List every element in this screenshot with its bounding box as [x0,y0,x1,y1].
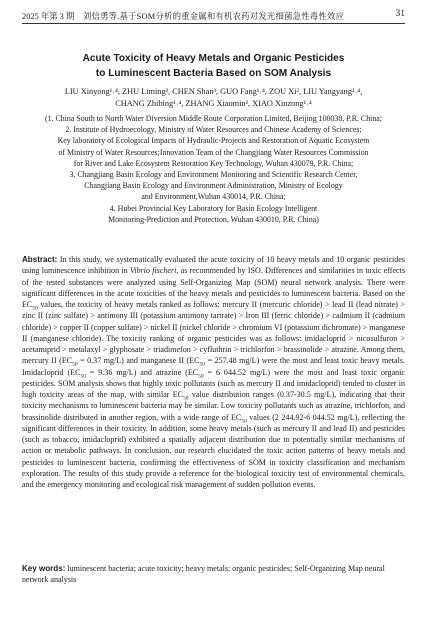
affiliation-line: 3. Changjiang Basin Ecology and Environment Monitoring and Scientific Research Center, [69,170,358,180]
ec-subscript: 50 [198,373,204,380]
species-name: Vibrio fischeri [129,266,177,276]
journal-running-title: 刘信勇等.基于SOM分析的重金属和有机农药对发光细菌急性毒性效应 [82,12,345,21]
affiliations [22,113,405,225]
abstract-text: = 0.37 mg/L) and manganese II (EC [77,356,200,366]
running-header [22,9,405,24]
keywords-text: luminescent bacteria; acute toxicity; heavy metals; organic pesticides; Self-Organizing Map neural network analysis [22,564,385,585]
affiliation-line: Changjiang Basin Ecology and Environment Administration, Ministry of Ecology [84,181,343,191]
affiliation-line: and Environment,Wuhan 430014, P.R. China; [141,192,286,202]
page-number: 31 [395,9,405,19]
ec-subscript: 50 [80,373,86,380]
ec-subscript: 50 [199,361,205,368]
author-line-1: LIU Xinyong¹˒⁴, ZHU Liming², CHEN Shan³, GUO Fang¹˒⁴, ZOU Xi², LIU Yangyang¹˒⁴, [64,87,363,96]
keywords [22,563,405,586]
abstract-text: values, the toxicity of heavy metals ranked as follows: mercury II (mercuric chloride) > lead II (lead nitrate) > zinc II (zinc sulfate) > antimony III (potassium antimony tartrate) > Iron III (ferric chloride) > cadmium II (cadmium chloride) > copper II (copper sulfate) > nickel II (nickel chloride > chromium VI (potassium dichromate) > manganese II (manganese chloride). The toxicity ranking of organic pesticides was as follows: imidacloprid > nicosulfuron > acetamiprid > metalaxyl > glyphosate > triadimefon > cyfluthrin > trichlorfon > brassinolide > atrazine. Among them, mercury II (EC [22,300,405,366]
affiliation-line: 2. Institute of Hydroecology, Ministry of Water Resources and Chinese Academy of Sciences; [65,125,362,135]
affiliation-line: (1. China South to North Water Diversion Middle Route Corporation Limited, Beijing 100038, P.R. China; [45,114,382,123]
abstract-text: = 9.36 mg/L) and atrazine (EC [85,367,199,377]
abstract-text: = 257.48 mg/L) were the most and least toxic heavy metals. Imidacloprid (EC [22,356,405,377]
ec-subscript: 50 [183,395,189,402]
abstract [22,254,405,490]
abstract-text: In this study, we systematically evaluated the acute toxicity of 10 heavy metals and 10 organic pesticides using luminescence inhibition in [22,255,405,276]
ec-subscript: 50 [72,361,78,368]
affiliation-line: of Ministry of Water Resources;Innovation Team of the Changjiang Water Resources Commission [58,147,369,157]
paper-title-line-1: Acute Toxicity of Heavy Metals and Organic Pesticides [82,53,345,64]
affiliation-line: for River and Lake Ecosystem Restoration Key Technology, Wuhan 430079, P.R. China; [73,158,354,168]
abstract-label: Abstract: [22,255,58,264]
abstract-text: = 6 044.52 mg/L) were the most and least toxic organic pesticides. SOM analysis shows that highly toxic pollutants (such as mercury II and imidacloprid) tended to cluster in high toxicity areas of the map, with similar EC [22,367,405,399]
abstract-text: value distribution ranges (0.37-30.5 mg/L), indicating that their toxicity mechanisms to luminescent bacteria may be similar. Low toxicity pollutants such as atrazine, trichlorfon, and brassinolide distributed in another region, with a wide range of EC [22,390,405,422]
ec-subscript: 50 [32,305,38,312]
issue-label: 2025 年第 3 期 [22,12,75,21]
affiliation-line: Key laboratory of Ecological Impacts of Hydraulic-Projects and Restoration of Aquatic Ecosystem [57,136,370,146]
author-list [22,86,405,110]
affiliation-line: 4. Hubei Provincial Key Laboratory for Basin Ecology Intelligent [109,203,318,213]
paper-title-line-2: to Luminescent Bacteria Based on SOM Analysis [95,68,332,79]
paper-title [22,51,405,81]
keywords-label: Key words: [22,564,66,573]
affiliation-line: Monitoring-Prediction and Protection, Wuhan 430010, P.R. China) [108,214,319,224]
abstract-text: values (2 244.92-6 044.52 mg/L), reflecting the significant differences in their toxicity. In addition, some heavy metals (such as mercury II and lead II) and pesticides (such as tobacco, imidacloprid) exhibited a spatially adjacent distribution due to potentially similar mechanisms of action or metabolic pathways. In conclusion, our research elucidated the toxic action patterns of heavy metals and pesticides to luminescent bacteria, confirming the effectiveness of SOM in toxicity classification and mechanism exploration. The results of this study provide a reference for the biological toxicity test of environmental chemicals, and the emergency monitoring and ecological risk management of sudden pollution events. [22,412,405,489]
author-line-2: CHANG Zhibing¹˒⁴, ZHANG Xiaomin², XIAO Xinzong¹˒⁴ [115,99,312,108]
ec-subscript: 50 [241,418,247,425]
abstract-text: , as recommended by ISO. Differences and similarities in toxic effects of the tested substances were analyzed using Self-Organizing Map (SOM) neural network analysis. There were significant differences in the acute toxicities of the heavy metals and pesticides to luminescent bacteria. Based on the EC [22,266,405,309]
